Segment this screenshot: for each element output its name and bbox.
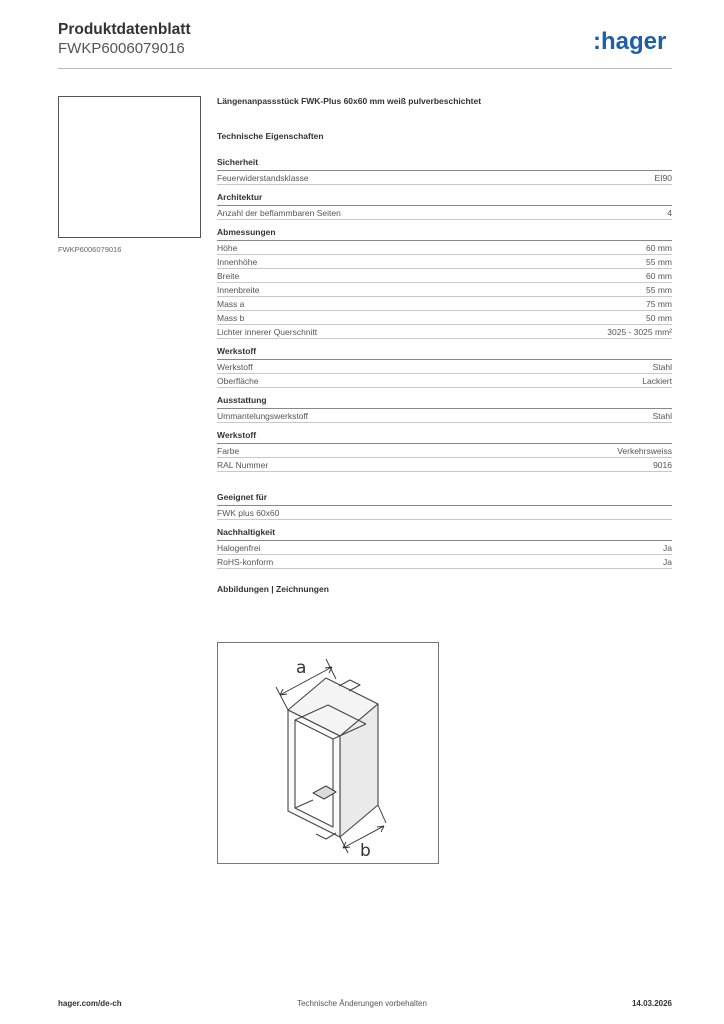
section-title: Ausstattung xyxy=(217,395,672,409)
spec-label: Anzahl der beflammbaren Seiten xyxy=(217,207,341,218)
spec-value: 9016 xyxy=(653,459,672,470)
spec-row xyxy=(217,360,672,374)
section-nachhaltigkeit xyxy=(217,527,672,569)
section-title: Werkstoff xyxy=(217,346,672,360)
spec-value: 55 mm xyxy=(646,284,672,295)
spec-value: 4 xyxy=(667,207,672,218)
spec-row xyxy=(217,374,672,388)
spec-row xyxy=(217,325,672,339)
spec-value: Verkehrsweiss xyxy=(617,445,672,456)
section-ausstattung xyxy=(217,395,672,423)
logo-text: :hager xyxy=(593,28,667,55)
header-divider xyxy=(58,68,672,69)
product-description: Längenanpassstück FWK-Plus 60x60 mm weiß pulverbeschichtet xyxy=(217,96,482,106)
spec-row xyxy=(217,206,672,220)
section-werkstoff-farbe xyxy=(217,430,672,472)
spec-row xyxy=(217,409,672,423)
spec-row xyxy=(217,283,672,297)
spec-value: Stahl xyxy=(652,361,672,372)
hager-logo xyxy=(593,28,677,58)
section-werkstoff xyxy=(217,346,672,388)
spec-label: Innenhöhe xyxy=(217,256,258,267)
footer-disclaimer: Technische Änderungen vorbehalten xyxy=(297,999,427,1008)
spec-value: 3025 - 3025 mm² xyxy=(607,326,672,337)
section-sicherheit xyxy=(217,157,672,185)
spec-value: 50 mm xyxy=(646,312,672,323)
page-title: Produktdatenblatt xyxy=(58,21,191,38)
dimension-b-label: b xyxy=(360,841,371,861)
section-title: Geeignet für xyxy=(217,492,672,506)
spec-value: 75 mm xyxy=(646,298,672,309)
section-title: Sicherheit xyxy=(217,157,672,171)
dimension-a-label: a xyxy=(296,658,307,678)
section-title: Werkstoff xyxy=(217,430,672,444)
spec-row xyxy=(217,241,672,255)
spec-value: Ja xyxy=(663,556,672,567)
spec-label: Werkstoff xyxy=(217,361,253,372)
section-abmessungen xyxy=(217,227,672,339)
spec-label: RAL Nummer xyxy=(217,459,269,470)
spec-row xyxy=(217,297,672,311)
spec-label: Mass a xyxy=(217,298,245,309)
spec-row xyxy=(217,458,672,472)
spec-row xyxy=(217,444,672,458)
spec-label: Mass b xyxy=(217,312,245,323)
spec-row xyxy=(217,555,672,569)
spec-label: Innenbreite xyxy=(217,284,260,295)
spec-label: Lichter innerer Querschnitt xyxy=(217,326,318,337)
spec-label: Feuerwiderstandsklasse xyxy=(217,172,309,183)
spec-label: Ummantelungswerkstoff xyxy=(217,410,309,421)
spec-label: Farbe xyxy=(217,445,240,456)
spec-value: 60 mm xyxy=(646,242,672,253)
figures-heading: Abbildungen | Zeichnungen xyxy=(217,584,329,594)
spec-row xyxy=(217,269,672,283)
tech-properties-heading: Technische Eigenschaften xyxy=(217,131,324,141)
spec-value: Stahl xyxy=(652,410,672,421)
spec-column xyxy=(217,96,672,595)
spec-label: Halogenfrei xyxy=(217,542,261,553)
section-geeignet-fuer xyxy=(217,492,672,520)
spec-label: Oberfläche xyxy=(217,375,259,386)
spec-label: FWK plus 60x60 xyxy=(217,507,280,518)
product-image-placeholder xyxy=(58,96,201,238)
spec-value: 55 mm xyxy=(646,256,672,267)
product-image-caption: FWKP6006079016 xyxy=(58,245,122,254)
section-title: Nachhaltigkeit xyxy=(217,527,672,541)
footer-website: hager.com/de-ch xyxy=(58,999,122,1008)
spec-value: EI90 xyxy=(654,172,672,183)
spec-value: Ja xyxy=(663,542,672,553)
section-architektur xyxy=(217,192,672,220)
spec-label: Breite xyxy=(217,270,240,281)
spec-value: Lackiert xyxy=(642,375,672,386)
section-title: Architektur xyxy=(217,192,672,206)
section-title: Abmessungen xyxy=(217,227,672,241)
spec-value: 60 mm xyxy=(646,270,672,281)
spec-row xyxy=(217,541,672,555)
spec-label: RoHS-konform xyxy=(217,556,274,567)
spec-row xyxy=(217,171,672,185)
technical-drawing xyxy=(217,642,439,864)
spec-label: Höhe xyxy=(217,242,238,253)
spec-row xyxy=(217,506,672,520)
spec-row xyxy=(217,311,672,325)
spec-row xyxy=(217,255,672,269)
footer-date: 14.03.2026 xyxy=(631,999,672,1008)
product-code: FWKP6006079016 xyxy=(58,40,185,57)
